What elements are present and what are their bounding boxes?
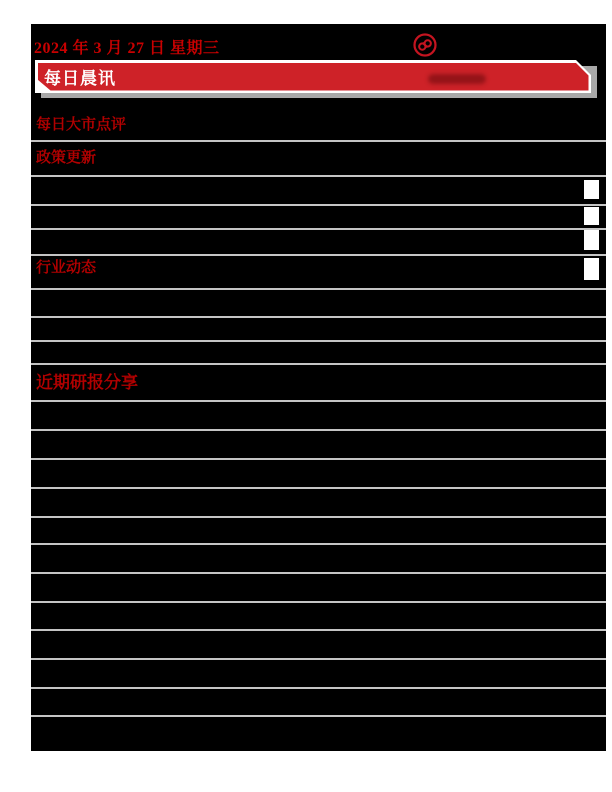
section-header-reports: 近期研报分享 bbox=[36, 373, 138, 392]
banner-ribbon bbox=[35, 60, 591, 93]
section-header-market: 每日大市点评 bbox=[36, 117, 127, 133]
row-divider bbox=[31, 543, 606, 545]
row-divider bbox=[31, 400, 606, 402]
row-divider bbox=[31, 715, 606, 717]
row-divider bbox=[31, 175, 606, 177]
section-header-policy: 政策更新 bbox=[36, 150, 97, 166]
banner-watermark bbox=[428, 74, 486, 84]
white-square-marker[interactable] bbox=[584, 207, 599, 225]
row-divider bbox=[31, 204, 606, 206]
row-divider bbox=[31, 363, 606, 365]
row-divider bbox=[31, 458, 606, 460]
row-divider bbox=[31, 288, 606, 290]
row-divider bbox=[31, 572, 606, 574]
section-header-industry: 行业动态 bbox=[36, 260, 97, 276]
row-divider bbox=[31, 516, 606, 518]
row-divider bbox=[31, 429, 606, 431]
row-divider bbox=[31, 228, 606, 230]
white-square-marker[interactable] bbox=[584, 258, 599, 280]
banner-ribbon-fill bbox=[38, 63, 589, 91]
white-square-marker[interactable] bbox=[584, 230, 599, 250]
row-divider bbox=[31, 140, 606, 142]
row-divider bbox=[31, 316, 606, 318]
row-divider bbox=[31, 629, 606, 631]
row-divider bbox=[31, 254, 606, 256]
date-text: 2024 年 3 月 27 日 星期三 bbox=[34, 40, 220, 57]
row-divider bbox=[31, 340, 606, 342]
row-divider bbox=[31, 487, 606, 489]
row-divider bbox=[31, 687, 606, 689]
banner-title: 每日晨讯 bbox=[44, 69, 116, 88]
row-divider bbox=[31, 658, 606, 660]
white-square-marker[interactable] bbox=[584, 180, 599, 199]
row-divider bbox=[31, 601, 606, 603]
company-logo-icon bbox=[412, 32, 438, 58]
